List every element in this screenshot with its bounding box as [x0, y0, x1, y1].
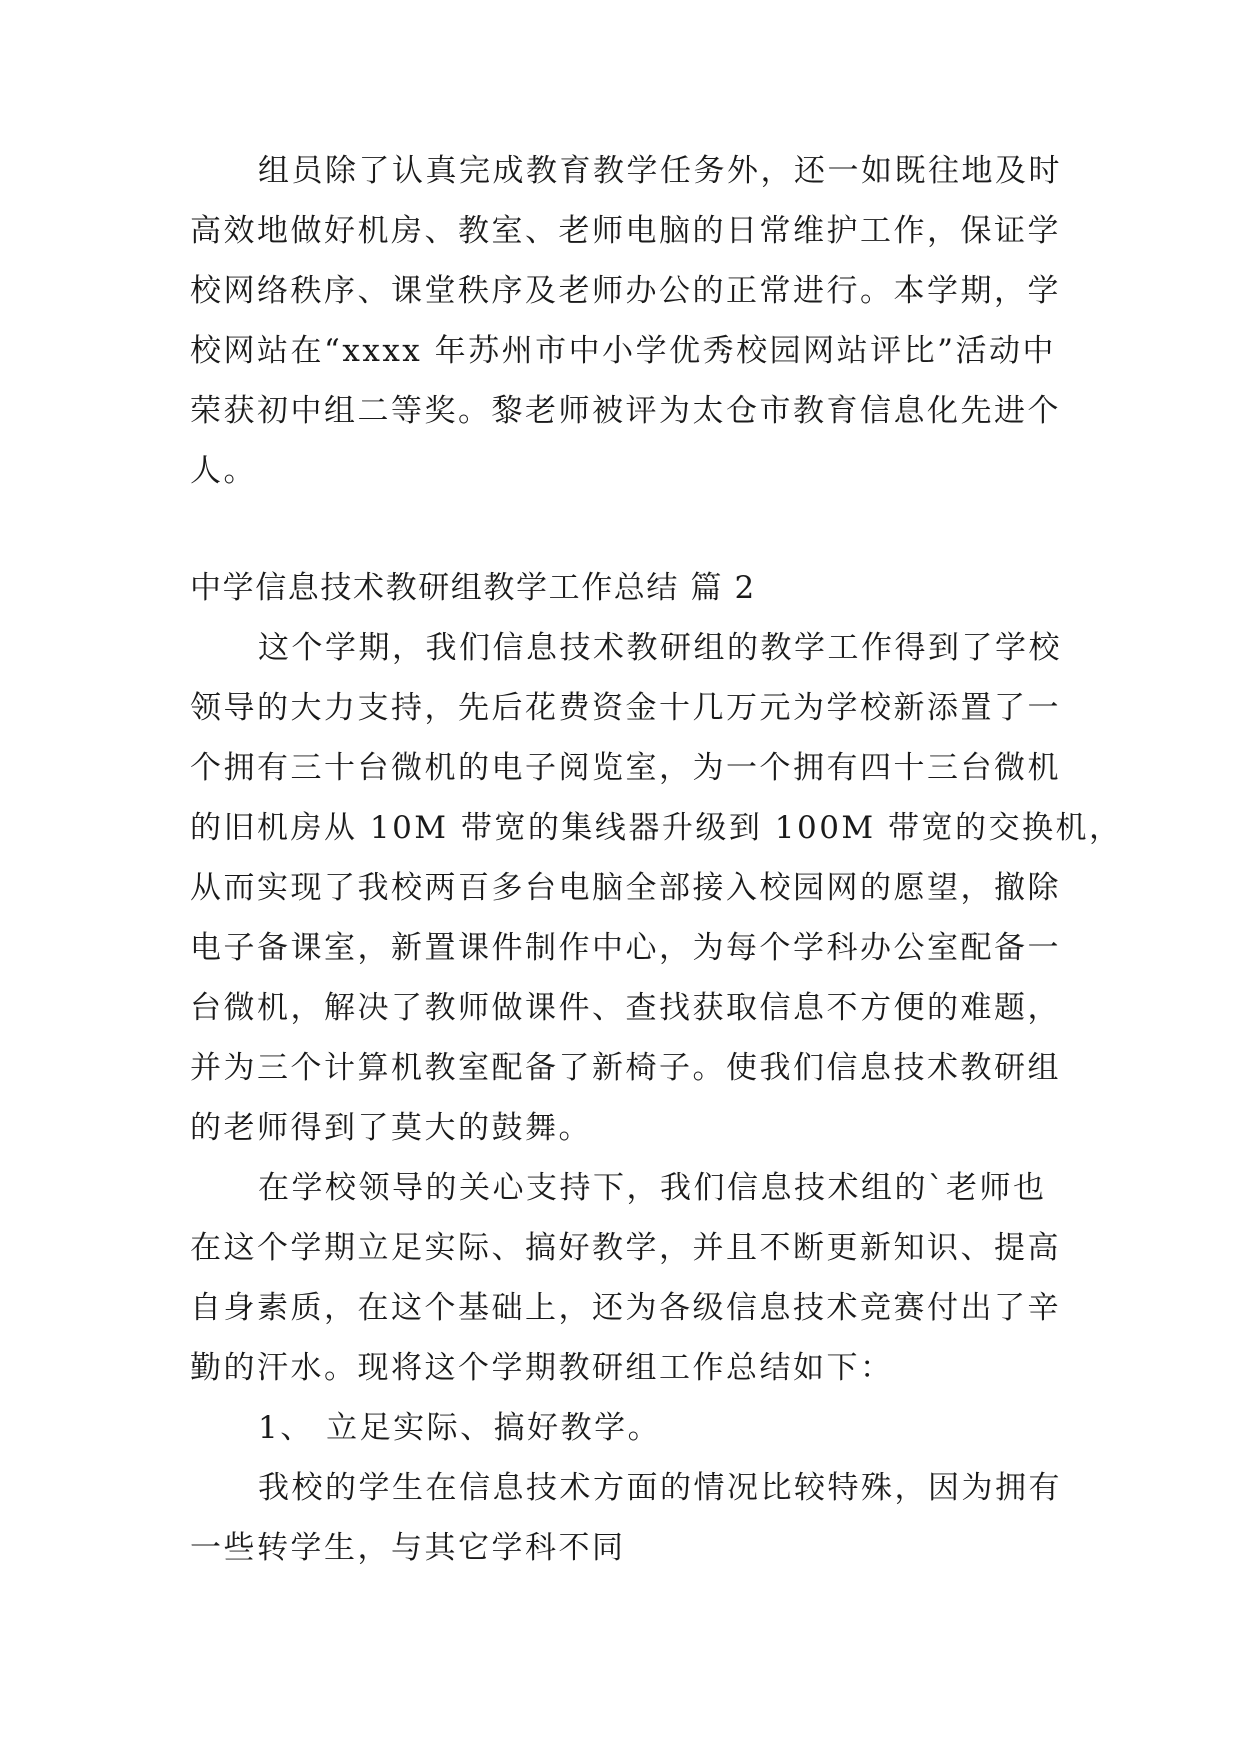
paragraph-3-line-2: 在这个学期立足实际、搞好教学，并且不断更新知识、提高: [190, 1230, 1061, 1266]
paragraph-4-line-2: 一些转学生，与其它学科不同: [190, 1530, 626, 1566]
paragraph-2-line-9: 的老师得到了莫大的鼓舞。: [190, 1110, 592, 1146]
paragraph-2-line-7: 台微机，解决了教师做课件、查找获取信息不方便的难题，: [190, 990, 1061, 1026]
list-item-1: 1、 立足实际、搞好教学。: [258, 1410, 662, 1446]
paragraph-3-line-4: 勤的汗水。现将这个学期教研组工作总结如下：: [190, 1350, 894, 1386]
paragraph-3-line-1: 在学校领导的关心支持下，我们信息技术组的`老师也: [258, 1170, 1047, 1206]
paragraph-4-line-1: 我校的学生在信息技术方面的情况比较特殊，因为拥有: [258, 1470, 1062, 1506]
paragraph-2-line-5: 从而实现了我校两百多台电脑全部接入校园网的愿望，撤除: [190, 870, 1061, 906]
paragraph-3-line-3: 自身素质，在这个基础上，还为各级信息技术竞赛付出了辛: [190, 1290, 1061, 1326]
paragraph-1-line-5: 荣获初中组二等奖。黎老师被评为太仓市教育信息化先进个: [190, 393, 1061, 429]
paragraph-1-line-6: 人。: [190, 453, 257, 489]
section-heading: 中学信息技术教研组教学工作总结 篇 2: [190, 570, 756, 606]
paragraph-1-line-4: 校网站在“xxxx 年苏州市中小学优秀校园网站评比”活动中: [190, 333, 1056, 369]
paragraph-2-line-8: 并为三个计算机教室配备了新椅子。使我们信息技术教研组: [190, 1050, 1061, 1086]
paragraph-1-line-1: 组员除了认真完成教育教学任务外，还一如既往地及时: [258, 153, 1062, 189]
paragraph-2-line-4: 的旧机房从 10M 带宽的集线器升级到 100M 带宽的交换机，: [190, 810, 1123, 846]
paragraph-2-line-1: 这个学期，我们信息技术教研组的教学工作得到了学校: [258, 630, 1062, 666]
paragraph-1-line-3: 校网络秩序、课堂秩序及老师办公的正常进行。本学期，学: [190, 273, 1061, 309]
paragraph-2-line-6: 电子备课室，新置课件制作中心，为每个学科办公室配备一: [190, 930, 1061, 966]
paragraph-2-line-3: 个拥有三十台微机的电子阅览室，为一个拥有四十三台微机: [190, 750, 1061, 786]
paragraph-1-line-2: 高效地做好机房、教室、老师电脑的日常维护工作，保证学: [190, 213, 1061, 249]
paragraph-2-line-2: 领导的大力支持，先后花费资金十几万元为学校新添置了一: [190, 690, 1061, 726]
